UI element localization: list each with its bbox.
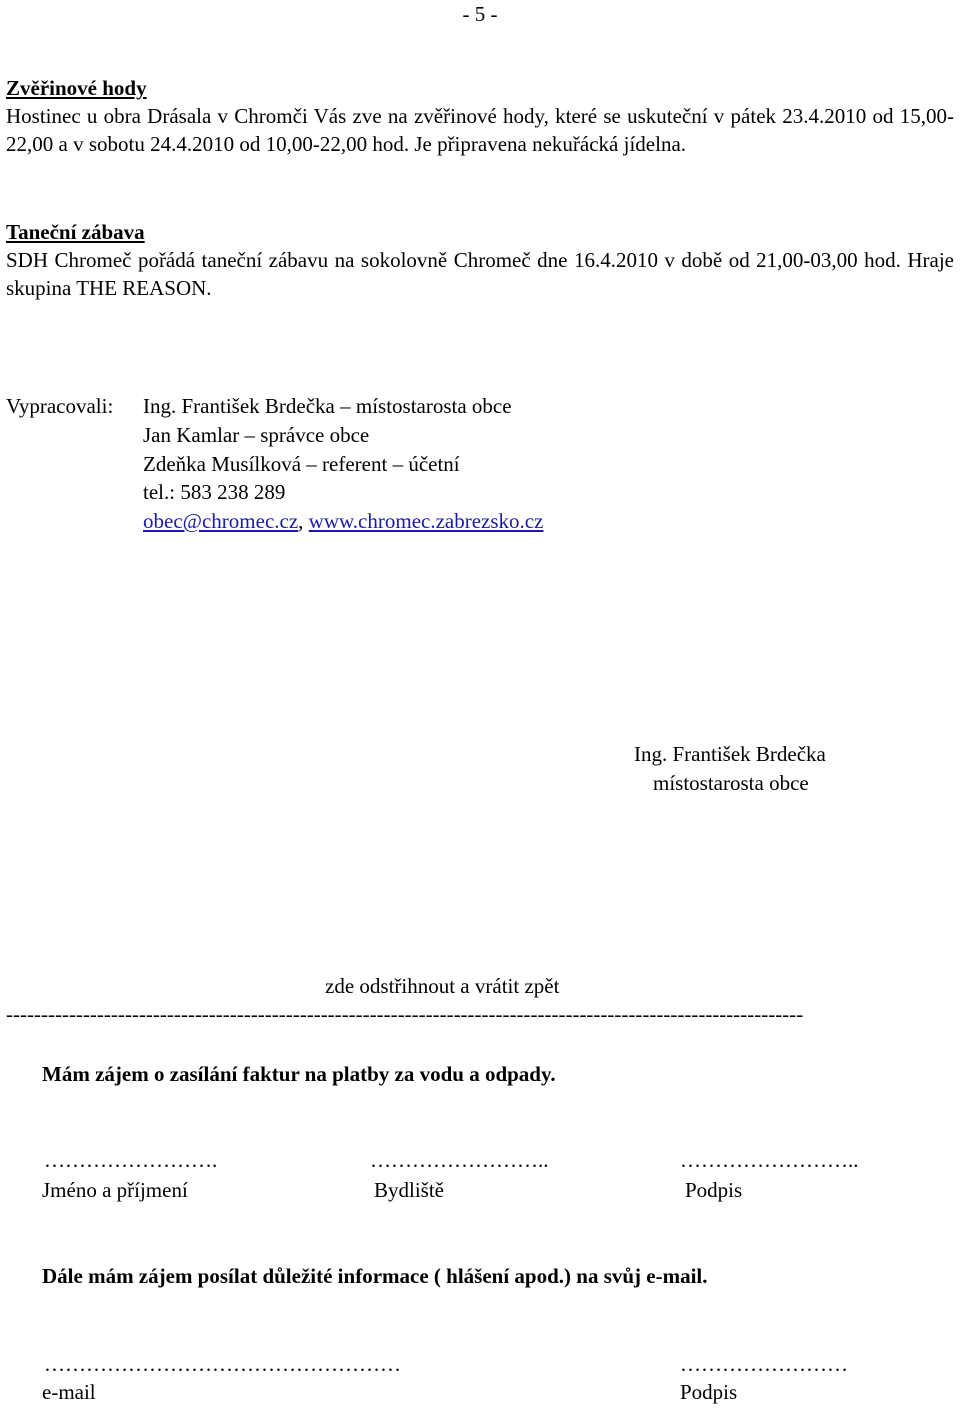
prepared-by-line: Ing. František Brdečka – místostarosta obce: [143, 394, 512, 418]
section-body: Hostinec u obra Drásala v Chromči Vás zve na zvěřinové hody, které se uskuteční v pátek 23.4.2010 od 15,00-22,00 a v sobotu 24.4.2010 od 10,00-22,00 hod. Je připravena nekuřácká jídelna.: [6, 104, 954, 156]
section-body: SDH Chromeč pořádá taneční zábavu na sokolovně Chromeč dne 16.4.2010 v době od 21,00-03,00 hod. Hraje skupina THE REASON.: [6, 248, 954, 300]
address-dots[interactable]: ……………………..: [370, 1148, 549, 1172]
cut-line: ------------------------------------------------------------------------------------------------------------------: [6, 1002, 804, 1026]
link-separator: ,: [298, 509, 304, 533]
section-title: Taneční zábava: [6, 220, 145, 244]
prepared-by-line: Zdeňka Musílková – referent – účetní: [143, 452, 460, 476]
invoice-interest-statement: Mám zájem o zasílání faktur na platby za vodu a odpady.: [42, 1062, 556, 1086]
prepared-by-line: Jan Kamlar – správce obce: [143, 423, 370, 447]
contact-links: [143, 507, 543, 535]
signature-label-2: Podpis: [680, 1380, 738, 1404]
email-link[interactable]: obec@chromec.cz: [143, 509, 299, 533]
page-number: - 5 -: [462, 2, 498, 26]
section-dance-party: [6, 218, 954, 302]
prepared-by-label: Vypracovali:: [6, 394, 114, 418]
signature-name: Ing. František Brdečka: [634, 742, 826, 766]
website-link[interactable]: www.chromec.zabrezsko.cz: [308, 509, 544, 533]
name-dots[interactable]: …………………….: [44, 1148, 218, 1172]
cut-instruction: zde odstřihnout a vrátit zpět: [325, 974, 560, 998]
name-label: Jméno a příjmení: [42, 1178, 188, 1202]
signature-dots-2[interactable]: ……………………: [680, 1352, 848, 1376]
signature-label: Podpis: [685, 1178, 743, 1202]
address-label: Bydliště: [374, 1178, 445, 1202]
section-game-feast: [6, 74, 954, 158]
email-dots[interactable]: ……………………………………………: [44, 1352, 401, 1376]
signature-role: místostarosta obce: [653, 771, 809, 795]
section-title: Zvěřinové hody: [6, 76, 147, 100]
email-label: e-mail: [42, 1380, 96, 1404]
email-interest-statement: Dále mám zájem posílat důležité informace ( hlášení apod.) na svůj e-mail.: [42, 1264, 708, 1288]
phone-line: tel.: 583 238 289: [143, 480, 286, 504]
signature-dots[interactable]: ……………………..: [680, 1148, 859, 1172]
